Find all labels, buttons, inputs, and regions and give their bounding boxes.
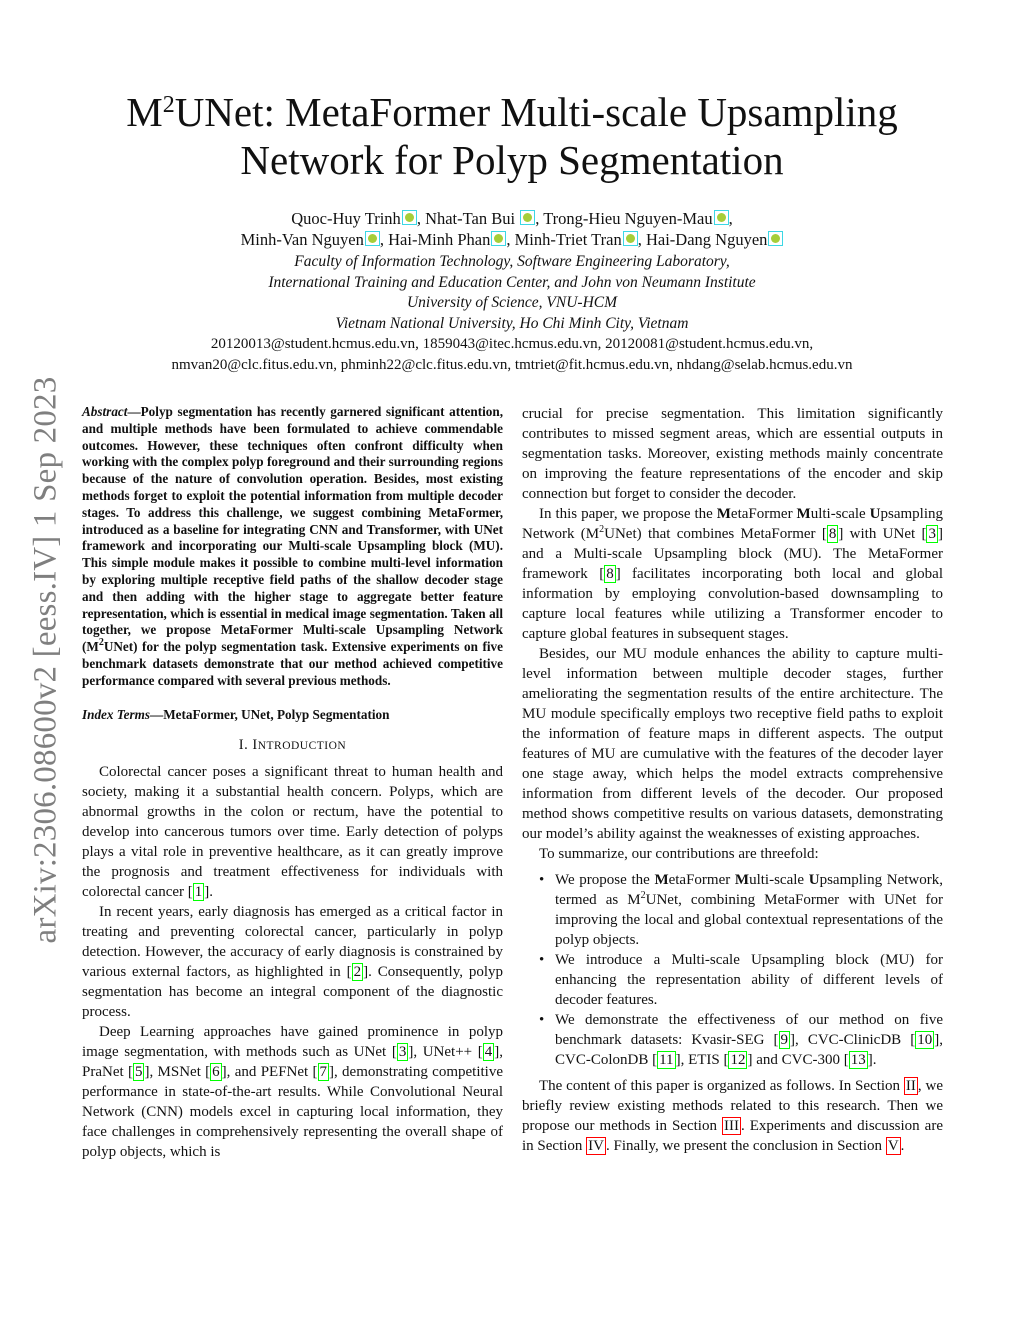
right-column — [522, 404, 943, 1156]
email-list: 20120013@student.hcmus.edu.vn, 1859043@itec.hcmus.edu.vn, 20120081@student.hcmus.edu.vn, nmvan20@clc.fitus.edu.vn, phminh22@clc.fitus.edu.vn, tmtriet@fit.hcmus.edu.vn, nhdang@selab.hcmus.edu.vn — [171, 336, 853, 373]
citation-link[interactable]: 11 — [659, 1052, 674, 1068]
orcid-icon[interactable] — [623, 231, 638, 246]
author-row-2: Minh-Van Nguyen , Hai-Minh Phan , Minh-Triet Tran , Hai-Dang Nguyen — [0, 229, 1024, 250]
author-name: Minh-Van Nguyen — [240, 230, 364, 249]
orcid-icon[interactable] — [714, 210, 729, 225]
paragraph: The content of this paper is organized as follows. In Section II , we briefly review existing methods related to this research. Then we propose our methods in Section III . Experiments and discussion are in Section IV . Finally, we present the conclusion in Section V . — [522, 1078, 943, 1154]
affiliation: Faculty of Information Technology, Software Engineering Laboratory, International Training and Education Center, and John von Neumann Institute University of Science, VNU-HCM Vietnam National University, Ho Chi Minh City, Vietnam — [268, 253, 756, 332]
list-item: • We demonstrate the effectiveness of our method on five benchmark datasets: Kvasir-SEG [ 9 ], CVC-ClinicDB [ 10 ], CVC-ColonDB [ 11 ], ETIS [ 12 ] and CVC-300 [ 13 ]. — [522, 1010, 943, 1070]
paragraph: In recent years, early diagnosis has emerged as a critical factor in treating and preventing colorectal cancer, particularly in polyp detection. However, the accuracy of early diagnosis is constrained by various external factors, as highlighted in [ 2 ]. Consequently, polyp segmentation has become an integral component of the diagnostic process. — [82, 903, 503, 1020]
list-item: • We propose the MetaFormer Multi-scale Upsampling Network, termed as $M^2UNet$, combining MetaFormer with UNet for improving the local and global contextual representations of the polyp objects. — [522, 870, 943, 950]
citation-link[interactable]: 8 — [606, 566, 614, 582]
title-line-1: $M^2UNet$: MetaFormer Multi-scale Upsampling — [126, 89, 898, 135]
citation-link[interactable]: 12 — [730, 1052, 746, 1068]
abstract: Abstract—Polyp segmentation has recently garnered significant attention, and multiple methods have been formulated to achieve commendable outcomes. However, these techniques often confront difficulty when working with the complex polyp foreground and their surrounding regions because of the nature of convolution operation. Besides, most existing methods forget to exploit the potential information from multiple decoder stages. To address this challenge, we suggest combining MetaFormer, introduced as a baseline for integrating CNN and Transformer, with UNet framework and incorporating our Multi-scale Upsampling block (MU). This simple module makes it possible to combine multi-level information by exploring multiple receptive field paths of the shallow decoder stage and then adding with the higher stage to aggregate better feature representation, which is essential in medical image segmentation. Taken all together, we propose MetaFormer Multi-scale Upsampling Network $(M^2UNet)$ for the polyp segmentation task. Extensive experiments on five benchmark datasets demonstrate that our method achieved competitive performance compared with several previous methods. — [82, 404, 503, 688]
section-link[interactable]: II — [905, 1078, 916, 1094]
paragraph: Colorectal cancer poses a significant threat to human health and society, making it a substantial health concern. Polyps, which are abnormal growths in the colon or rectum, have the potential to develop into cancerous tumors over time. Early detection of polyps plays a vital role in preventive healthcare, as it can greatly improve the prognosis and treatment effectiveness for individuals with colorectal cancer [ 1 ]. — [82, 763, 503, 900]
contribution-list — [522, 870, 943, 1070]
citation-link[interactable]: 8 — [828, 526, 837, 542]
citation-link[interactable]: 4 — [484, 1043, 493, 1060]
paragraph: Besides, our MU module enhances the ability to capture multi-level information between multiple decoder stages, further ameliorating the segmentation results of the entire architecture. The MU module specifically employs two receptive field paths to exploit the information of feature maps in different aspects. The output features of MU are cumulative with the features of the decoder layer one stage away, which helps the model extracts comprehensive information from different levels of the decoder. Our proposed method shows competitive results on various datasets, demonstrating our model’s ability against the weaknesses of existing approaches. — [522, 646, 943, 842]
orcid-icon[interactable] — [768, 231, 783, 246]
title-line-2: Network for Polyp Segmentation — [240, 137, 784, 183]
arxiv-stamp — [24, 360, 68, 960]
citation-link[interactable]: 3 — [928, 526, 936, 542]
section-heading-introduction: I. INTRODUCTION — [238, 736, 347, 753]
orcid-icon[interactable] — [520, 210, 535, 225]
left-column — [82, 404, 503, 1162]
citation-link[interactable]: 2 — [353, 963, 362, 980]
author-name: Hai-Minh Phan — [388, 230, 491, 249]
index-terms: Index Terms—MetaFormer, UNet, Polyp Segmentation — [82, 706, 390, 722]
paper-title — [0, 88, 1024, 184]
citation-link[interactable]: 13 — [850, 1052, 866, 1068]
author-name: Quoc-Huy Trinh — [291, 209, 401, 228]
author-name: Trong-Hieu Nguyen-Mau — [543, 209, 713, 228]
section-link[interactable]: IV — [588, 1138, 604, 1154]
citation-link[interactable]: 6 — [212, 1063, 220, 1080]
orcid-icon[interactable] — [402, 210, 417, 225]
list-item: • We introduce a Multi-scale Upsampling block (MU) for enhancing the representation ability of different levels of decoder features. — [522, 950, 943, 1010]
section-link[interactable]: III — [723, 1118, 739, 1134]
author-row-1: Quoc-Huy Trinh , Nhat-Tan Bui , Trong-Hieu Nguyen-Mau , — [291, 209, 733, 228]
arxiv-id: arXiv:2306.08600v2 [eess.IV] 1 Sep 2023 — [27, 376, 64, 944]
citation-link[interactable]: 1 — [194, 883, 203, 900]
author-name: Hai-Dang Nguyen — [645, 230, 768, 249]
citation-link[interactable]: 10 — [917, 1032, 933, 1048]
paragraph: To summarize, our contributions are threefold: — [539, 846, 819, 862]
citation-link[interactable]: 9 — [780, 1032, 789, 1048]
author-name: Nhat-Tan Bui — [425, 209, 516, 228]
author-list — [0, 208, 1024, 250]
paragraph: Deep Learning approaches have gained prominence in polyp image segmentation, with methods such as UNet [ 3 ], UNet++ [ 4 ], PraNet [ 5 ], MSNet [ 6 ], and PEFNet [ 7 ], demonstrating competitive performance in state-of-the-art results. While Convolutional Neural Network (CNN) models excel in capturing local information, they face challenges in comprehensively representing the overall shape of polyp objects, which is — [82, 1023, 503, 1160]
section-link[interactable]: V — [887, 1138, 899, 1154]
orcid-icon[interactable] — [491, 231, 506, 246]
paragraph: In this paper, we propose the MetaFormer Multi-scale Upsampling Network $(M^2UNet)$ that combines MetaFormer [ 8 ] with UNet [ 3 ] and a Multi-scale Upsampling block (MU). The MetaFormer framework [ 8 ] facilitates incorporating both local and global information by employing convolution-based downsampling to capture local features while utilizing a Transformer encoder to capture global features in subsequent stages. — [522, 506, 944, 642]
citation-link[interactable]: 5 — [134, 1063, 143, 1080]
citation-link[interactable]: 3 — [398, 1043, 407, 1060]
author-name: Minh-Triet Tran — [514, 230, 622, 249]
orcid-icon[interactable] — [365, 231, 380, 246]
citation-link[interactable]: 7 — [319, 1063, 327, 1080]
paragraph: crucial for precise segmentation. This limitation significantly contributes to missed segment areas, which are essential outputs in segmentation tasks. Moreover, existing methods mainly concentrate on improving the feature representations of the encoder and skip connection but forget to consider the decoder. — [522, 406, 943, 502]
